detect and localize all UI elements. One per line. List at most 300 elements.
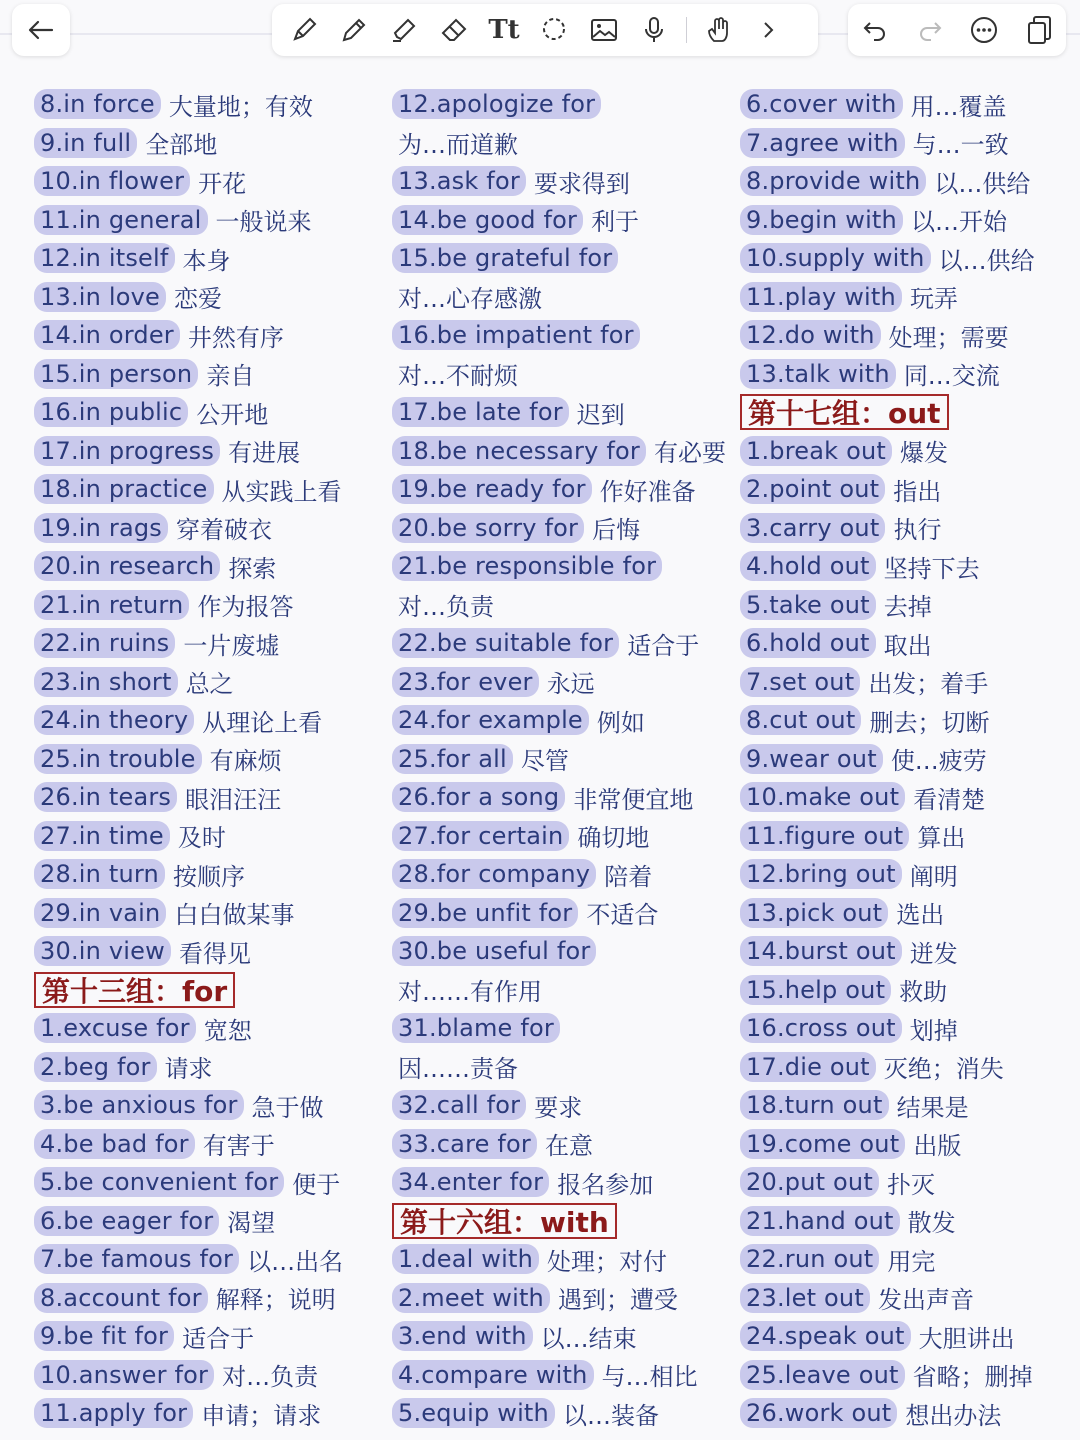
phrase-meaning: 用完 bbox=[887, 1247, 936, 1276]
phrase-meaning: 灭绝；消失 bbox=[883, 1055, 1004, 1084]
phrase-row bbox=[740, 316, 1035, 355]
phrase-meaning: 对…心存感激 bbox=[398, 285, 542, 314]
phrase-meaning: 本身 bbox=[182, 246, 231, 275]
phrase-term: 12.bring out bbox=[740, 859, 902, 889]
phrase-term: 13.pick out bbox=[740, 898, 888, 928]
phrase-term: 10.supply with bbox=[740, 243, 931, 273]
phrase-row bbox=[392, 162, 726, 201]
phrase-row bbox=[34, 894, 343, 933]
phrase-meaning: 选出 bbox=[896, 901, 945, 930]
phrase-term: 5.take out bbox=[740, 590, 876, 620]
phrase-term: 9.be fit for bbox=[34, 1321, 174, 1351]
lasso-icon bbox=[539, 15, 569, 45]
phrase-term: 10.in flower bbox=[34, 166, 190, 196]
phrase-row bbox=[740, 1202, 1035, 1241]
phrase-row bbox=[392, 1356, 726, 1395]
chevron-right-icon bbox=[761, 20, 777, 40]
phrase-meaning: 报名参加 bbox=[557, 1170, 654, 1199]
phrase-meaning: 渴望 bbox=[227, 1209, 276, 1238]
phrase-row bbox=[34, 509, 343, 548]
section-heading-row bbox=[740, 393, 1035, 432]
phrase-row bbox=[392, 701, 726, 740]
phrase-meaning: 非常便宜地 bbox=[573, 785, 694, 814]
phrase-row bbox=[34, 316, 343, 355]
phrase-term: 12.in itself bbox=[34, 243, 175, 273]
phrase-meaning: 确切地 bbox=[577, 824, 650, 853]
phrase-meaning: 大胆讲出 bbox=[918, 1324, 1015, 1353]
phrase-meaning: 请求 bbox=[164, 1055, 213, 1084]
phrase-term: 22.be suitable for bbox=[392, 628, 619, 658]
phrase-term: 18.be necessary for bbox=[392, 436, 646, 466]
phrase-row bbox=[740, 239, 1035, 278]
phrase-row bbox=[392, 509, 726, 548]
note-column-3 bbox=[740, 85, 1035, 1433]
redo-icon bbox=[917, 19, 943, 41]
phrase-meaning: 取出 bbox=[883, 631, 932, 660]
phrase-term: 32.call for bbox=[392, 1090, 526, 1120]
phrase-row bbox=[392, 932, 726, 971]
phrase-meaning: 以…出名 bbox=[247, 1247, 344, 1276]
pen-tool[interactable] bbox=[286, 12, 322, 48]
phrase-row bbox=[34, 1394, 343, 1433]
phrase-term: 18.turn out bbox=[740, 1090, 889, 1120]
phrase-term: 3.carry out bbox=[740, 513, 885, 543]
phrase-meaning: 作为报答 bbox=[197, 593, 294, 622]
phrase-row bbox=[740, 1279, 1035, 1318]
note-column-2 bbox=[392, 85, 726, 1433]
phrase-row bbox=[34, 1317, 343, 1356]
phrase-row bbox=[740, 162, 1035, 201]
phrase-meaning: 及时 bbox=[177, 824, 226, 853]
phrase-row bbox=[740, 509, 1035, 548]
phrase-row bbox=[740, 1317, 1035, 1356]
phrase-term: 19.be ready for bbox=[392, 474, 592, 504]
phrase-row bbox=[392, 1163, 726, 1202]
phrase-meaning: 出版 bbox=[913, 1132, 962, 1161]
section-heading: 第十三组：for bbox=[34, 972, 235, 1008]
phrase-row bbox=[34, 393, 343, 432]
phrase-row bbox=[740, 971, 1035, 1010]
toolbar-separator bbox=[686, 17, 687, 43]
phrase-meaning: 便于 bbox=[292, 1170, 341, 1199]
phrase-row bbox=[740, 1086, 1035, 1125]
phrase-meaning: 有害于 bbox=[202, 1132, 275, 1161]
phrase-term: 26.work out bbox=[740, 1398, 897, 1428]
phrase-row bbox=[34, 624, 343, 663]
section-heading: 第十七组：out bbox=[740, 394, 949, 430]
microphone-tool[interactable] bbox=[636, 12, 672, 48]
phrase-meaning-row bbox=[392, 278, 726, 317]
undo-button[interactable] bbox=[857, 12, 893, 48]
phrase-term: 13.ask for bbox=[392, 166, 526, 196]
phrase-meaning: 适合于 bbox=[627, 631, 700, 660]
phrase-term: 25.in trouble bbox=[34, 744, 202, 774]
drawing-toolbar bbox=[272, 4, 818, 56]
image-tool[interactable] bbox=[586, 12, 622, 48]
phrase-term: 29.in vain bbox=[34, 898, 166, 928]
phrase-meaning: 执行 bbox=[893, 516, 942, 545]
phrase-meaning: 使…疲劳 bbox=[890, 747, 987, 776]
phrase-meaning: 出发；着手 bbox=[868, 670, 989, 699]
phrase-meaning: 要求 bbox=[534, 1093, 583, 1122]
phrase-meaning: 陪着 bbox=[604, 862, 653, 891]
text-tool[interactable] bbox=[486, 12, 522, 48]
pages-icon bbox=[1025, 15, 1053, 45]
phrase-meaning: 全部地 bbox=[145, 131, 218, 160]
phrase-term: 25.for all bbox=[392, 744, 513, 774]
phrase-term: 17.in progress bbox=[34, 436, 220, 466]
phrase-row bbox=[392, 624, 726, 663]
phrase-row bbox=[34, 740, 343, 779]
phrase-row bbox=[34, 855, 343, 894]
undo-icon bbox=[862, 19, 888, 41]
phrase-row bbox=[740, 1240, 1035, 1279]
phrase-term: 28.in turn bbox=[34, 859, 165, 889]
phrase-meaning: 在意 bbox=[545, 1132, 594, 1161]
phrase-meaning: 恋爱 bbox=[174, 285, 222, 314]
phrase-row bbox=[392, 1009, 726, 1048]
phrase-term: 7.be famous for bbox=[34, 1244, 239, 1274]
phrase-row bbox=[34, 162, 343, 201]
phrase-meaning: 尽管 bbox=[520, 747, 569, 776]
phrase-row bbox=[34, 586, 343, 625]
phrase-meaning: 探索 bbox=[228, 554, 277, 583]
phrase-term: 8.cut out bbox=[740, 705, 861, 735]
phrase-term: 19.in rags bbox=[34, 513, 168, 543]
phrase-row bbox=[740, 701, 1035, 740]
phrase-meaning: 散发 bbox=[907, 1209, 956, 1238]
phrase-meaning: 为…而道歉 bbox=[398, 131, 518, 160]
pen-icon bbox=[289, 15, 319, 45]
text-tool-icon: Tt bbox=[488, 15, 520, 45]
phrase-term: 25.leave out bbox=[740, 1360, 905, 1390]
phrase-meaning: 利于 bbox=[591, 208, 640, 237]
phrase-row bbox=[740, 1394, 1035, 1433]
phrase-row bbox=[740, 624, 1035, 663]
phrase-term: 19.come out bbox=[740, 1129, 905, 1159]
phrase-term: 31.blame for bbox=[392, 1013, 560, 1043]
phrase-meaning: 作好准备 bbox=[599, 477, 696, 506]
phrase-term: 20.in research bbox=[34, 551, 220, 581]
phrase-meaning: 迸发 bbox=[909, 939, 958, 968]
phrase-row bbox=[34, 778, 343, 817]
phrase-row bbox=[740, 932, 1035, 971]
phrase-row bbox=[740, 432, 1035, 471]
phrase-term: 3.be anxious for bbox=[34, 1090, 244, 1120]
phrase-term: 13.in love bbox=[34, 282, 166, 312]
phrase-meaning-row bbox=[392, 355, 726, 394]
redo-button[interactable] bbox=[912, 12, 948, 48]
phrase-meaning: 迟到 bbox=[576, 400, 625, 429]
phrase-meaning-row bbox=[392, 586, 726, 625]
phrase-row bbox=[34, 1048, 343, 1087]
phrase-meaning: 去掉 bbox=[883, 593, 932, 622]
phrase-term: 34.enter for bbox=[392, 1167, 549, 1197]
phrase-row bbox=[740, 1163, 1035, 1202]
phrase-term: 4.be bad for bbox=[34, 1129, 195, 1159]
phrase-term: 33.care for bbox=[392, 1129, 537, 1159]
phrase-meaning: 有进展 bbox=[228, 439, 301, 468]
phrase-meaning: 不适合 bbox=[586, 901, 659, 930]
phrase-row bbox=[392, 740, 726, 779]
highlighter-icon bbox=[389, 15, 419, 45]
phrase-meaning: 对…不耐烦 bbox=[398, 362, 518, 391]
eraser-icon bbox=[439, 15, 469, 45]
phrase-meaning: 申请；请求 bbox=[201, 1401, 322, 1430]
phrase-term: 21.hand out bbox=[740, 1206, 900, 1236]
phrase-row bbox=[392, 778, 726, 817]
phrase-row bbox=[740, 547, 1035, 586]
phrase-row bbox=[34, 817, 343, 856]
more-icon bbox=[969, 15, 999, 45]
section-heading-row bbox=[392, 1202, 726, 1241]
phrase-meaning: 以…结束 bbox=[540, 1324, 637, 1353]
phrase-row bbox=[392, 894, 726, 933]
phrase-term: 30.in view bbox=[34, 936, 171, 966]
phrase-row bbox=[740, 894, 1035, 933]
phrase-term: 14.be good for bbox=[392, 205, 583, 235]
phrase-meaning: 同…交流 bbox=[903, 362, 1000, 391]
phrase-meaning: 处理；需要 bbox=[888, 323, 1009, 352]
phrase-row bbox=[392, 855, 726, 894]
phrase-meaning: 算出 bbox=[917, 824, 966, 853]
phrase-meaning: 开花 bbox=[198, 169, 247, 198]
phrase-row bbox=[740, 740, 1035, 779]
phrase-row bbox=[34, 663, 343, 702]
note-column-1 bbox=[34, 85, 343, 1433]
phrase-row bbox=[740, 470, 1035, 509]
phrase-meaning: 对…负责 bbox=[398, 593, 494, 622]
phrase-row bbox=[740, 355, 1035, 394]
phrase-term: 4.compare with bbox=[392, 1360, 594, 1390]
phrase-row bbox=[34, 355, 343, 394]
phrase-row bbox=[740, 663, 1035, 702]
phrase-meaning: 与…一致 bbox=[912, 131, 1009, 160]
back-button[interactable] bbox=[12, 4, 70, 56]
phrase-meaning: 井然有序 bbox=[187, 323, 284, 352]
phrase-meaning: 从实践上看 bbox=[221, 477, 342, 506]
phrase-row bbox=[34, 1086, 343, 1125]
phrase-row bbox=[34, 278, 343, 317]
phrase-meaning: 亲自 bbox=[206, 362, 255, 391]
phrase-meaning: 因……责备 bbox=[398, 1055, 518, 1084]
phrase-row bbox=[392, 1394, 726, 1433]
phrase-meaning: 看清楚 bbox=[913, 785, 986, 814]
phrase-meaning: 处理；对付 bbox=[547, 1247, 668, 1276]
phrase-meaning: 公开地 bbox=[196, 400, 269, 429]
phrase-term: 2.beg for bbox=[34, 1052, 157, 1082]
hand-gesture-tool[interactable] bbox=[701, 12, 737, 48]
phrase-term: 12.do with bbox=[740, 320, 881, 350]
phrase-row bbox=[34, 932, 343, 971]
phrase-term: 24.for example bbox=[392, 705, 589, 735]
phrase-term: 15.be grateful for bbox=[392, 243, 618, 273]
phrase-term: 23.for ever bbox=[392, 667, 539, 697]
phrase-term: 22.in ruins bbox=[34, 628, 175, 658]
phrase-term: 14.in order bbox=[34, 320, 180, 350]
phrase-term: 29.be unfit for bbox=[392, 898, 578, 928]
phrase-term: 9.in full bbox=[34, 128, 137, 158]
back-arrow-icon bbox=[28, 20, 54, 40]
phrase-term: 1.excuse for bbox=[34, 1013, 196, 1043]
phrase-term: 17.die out bbox=[740, 1052, 876, 1082]
edit-actions-bar bbox=[848, 4, 1066, 56]
more-button[interactable] bbox=[966, 12, 1002, 48]
phrase-term: 23.in short bbox=[34, 667, 178, 697]
phrase-term: 15.help out bbox=[740, 975, 891, 1005]
phrase-term: 15.in person bbox=[34, 359, 198, 389]
section-heading: 第十六组：with bbox=[392, 1203, 617, 1239]
phrase-row bbox=[34, 1009, 343, 1048]
phrase-meaning: 想出办法 bbox=[905, 1401, 1002, 1430]
phrase-term: 11.apply for bbox=[34, 1398, 193, 1428]
phrase-term: 27.for certain bbox=[392, 821, 569, 851]
phrase-row bbox=[740, 85, 1035, 124]
phrase-meaning: 急于做 bbox=[251, 1093, 324, 1122]
phrase-meaning: 永远 bbox=[546, 670, 595, 699]
phrase-row bbox=[392, 201, 726, 240]
phrase-meaning: 有麻烦 bbox=[209, 747, 282, 776]
phrase-meaning: 穿着破衣 bbox=[176, 516, 272, 545]
phrase-row bbox=[34, 1202, 343, 1241]
phrase-term: 16.in public bbox=[34, 397, 188, 427]
phrase-term: 8.account for bbox=[34, 1283, 208, 1313]
phrase-term: 11.in general bbox=[34, 205, 208, 235]
phrase-row bbox=[392, 547, 726, 586]
phrase-term: 26.for a song bbox=[392, 782, 565, 812]
phrase-row bbox=[34, 85, 343, 124]
phrase-row bbox=[392, 817, 726, 856]
phrase-meaning: 按顺序 bbox=[172, 862, 245, 891]
phrase-row bbox=[34, 1125, 343, 1164]
phrase-term: 26.in tears bbox=[34, 782, 177, 812]
lasso-tool[interactable] bbox=[536, 12, 572, 48]
phrase-row bbox=[392, 1125, 726, 1164]
phrase-term: 10.make out bbox=[740, 782, 905, 812]
phrase-term: 6.hold out bbox=[740, 628, 876, 658]
phrase-term: 7.set out bbox=[740, 667, 860, 697]
phrase-term: 30.be useful for bbox=[392, 936, 596, 966]
phrase-meaning-row bbox=[392, 1048, 726, 1087]
phrase-term: 10.answer for bbox=[34, 1360, 214, 1390]
phrase-row bbox=[740, 1048, 1035, 1087]
phrase-meaning: 对……有作用 bbox=[398, 978, 542, 1007]
phrase-row bbox=[34, 124, 343, 163]
phrase-term: 3.end with bbox=[392, 1321, 533, 1351]
phrase-meaning: 以…开始 bbox=[910, 208, 1007, 237]
phrase-row bbox=[392, 316, 726, 355]
phrase-meaning: 要求得到 bbox=[533, 169, 630, 198]
phrase-term: 22.run out bbox=[740, 1244, 879, 1274]
phrase-term: 21.in return bbox=[34, 590, 189, 620]
phrase-meaning: 划掉 bbox=[909, 1016, 958, 1045]
phrase-meaning: 爆发 bbox=[899, 439, 948, 468]
phrase-term: 6.cover with bbox=[740, 89, 903, 119]
phrase-meaning: 从理论上看 bbox=[202, 708, 323, 737]
phrase-term: 20.be sorry for bbox=[392, 513, 584, 543]
phrase-meaning: 解释；说明 bbox=[215, 1286, 336, 1315]
expand-toolbar-button[interactable] bbox=[751, 12, 787, 48]
phrase-row bbox=[740, 855, 1035, 894]
phrase-row bbox=[34, 201, 343, 240]
phrase-meaning: 对…负责 bbox=[222, 1363, 319, 1392]
phrase-meaning: 大量地；有效 bbox=[168, 92, 313, 121]
phrase-term: 7.agree with bbox=[740, 128, 905, 158]
phrase-term: 20.put out bbox=[740, 1167, 879, 1197]
pencil-tool[interactable] bbox=[336, 12, 372, 48]
phrase-row bbox=[740, 778, 1035, 817]
phrase-row bbox=[740, 1009, 1035, 1048]
phrase-meaning: 省略；删掉 bbox=[912, 1363, 1033, 1392]
phrase-row bbox=[740, 201, 1035, 240]
phrase-term: 24.in theory bbox=[34, 705, 194, 735]
phrase-term: 13.talk with bbox=[740, 359, 896, 389]
phrase-meaning: 阐明 bbox=[909, 862, 958, 891]
pages-button[interactable] bbox=[1021, 12, 1057, 48]
phrase-row bbox=[34, 432, 343, 471]
phrase-meaning: 眼泪汪汪 bbox=[185, 785, 282, 814]
phrase-meaning: 扑灭 bbox=[886, 1170, 935, 1199]
phrase-row bbox=[392, 432, 726, 471]
phrase-meaning: 删去；切断 bbox=[869, 708, 990, 737]
phrase-row bbox=[392, 239, 726, 278]
phrase-term: 4.hold out bbox=[740, 551, 876, 581]
phrase-row bbox=[34, 547, 343, 586]
phrase-row bbox=[740, 586, 1035, 625]
phrase-term: 11.figure out bbox=[740, 821, 909, 851]
phrase-row bbox=[740, 278, 1035, 317]
phrase-term: 1.deal with bbox=[392, 1244, 539, 1274]
phrase-term: 5.be convenient for bbox=[34, 1167, 284, 1197]
phrase-row bbox=[34, 1240, 343, 1279]
phrase-meaning: 有必要 bbox=[653, 439, 726, 468]
phrase-row bbox=[740, 124, 1035, 163]
phrase-meaning: 以…供给 bbox=[934, 169, 1031, 198]
highlighter-tool[interactable] bbox=[386, 12, 422, 48]
phrase-row bbox=[392, 1086, 726, 1125]
phrase-meaning: 与…相比 bbox=[601, 1363, 698, 1392]
phrase-row bbox=[34, 470, 343, 509]
section-heading-row bbox=[34, 971, 343, 1010]
phrase-term: 11.play with bbox=[740, 282, 902, 312]
phrase-meaning: 玩弄 bbox=[909, 285, 958, 314]
phrase-term: 8.provide with bbox=[740, 166, 926, 196]
phrase-row bbox=[740, 817, 1035, 856]
phrase-meaning-row bbox=[392, 971, 726, 1010]
phrase-row bbox=[34, 239, 343, 278]
phrase-term: 16.cross out bbox=[740, 1013, 902, 1043]
phrase-meaning: 遇到；遭受 bbox=[557, 1286, 678, 1315]
phrase-term: 9.begin with bbox=[740, 205, 903, 235]
phrase-meaning: 以…装备 bbox=[562, 1401, 659, 1430]
eraser-tool[interactable] bbox=[436, 12, 472, 48]
hand-gesture-icon bbox=[704, 15, 734, 45]
phrase-row bbox=[392, 1240, 726, 1279]
phrase-meaning-row bbox=[392, 124, 726, 163]
phrase-term: 8.in force bbox=[34, 89, 161, 119]
phrase-row bbox=[392, 1317, 726, 1356]
phrase-row bbox=[740, 1125, 1035, 1164]
phrase-row bbox=[34, 1356, 343, 1395]
phrase-row bbox=[740, 1356, 1035, 1395]
phrase-meaning: 一片废墟 bbox=[183, 631, 280, 660]
phrase-meaning: 用…覆盖 bbox=[910, 92, 1007, 121]
phrase-meaning: 宽恕 bbox=[203, 1016, 252, 1045]
phrase-term: 14.burst out bbox=[740, 936, 902, 966]
phrase-term: 9.wear out bbox=[740, 744, 883, 774]
phrase-row bbox=[392, 1279, 726, 1318]
phrase-term: 16.be impatient for bbox=[392, 320, 640, 350]
